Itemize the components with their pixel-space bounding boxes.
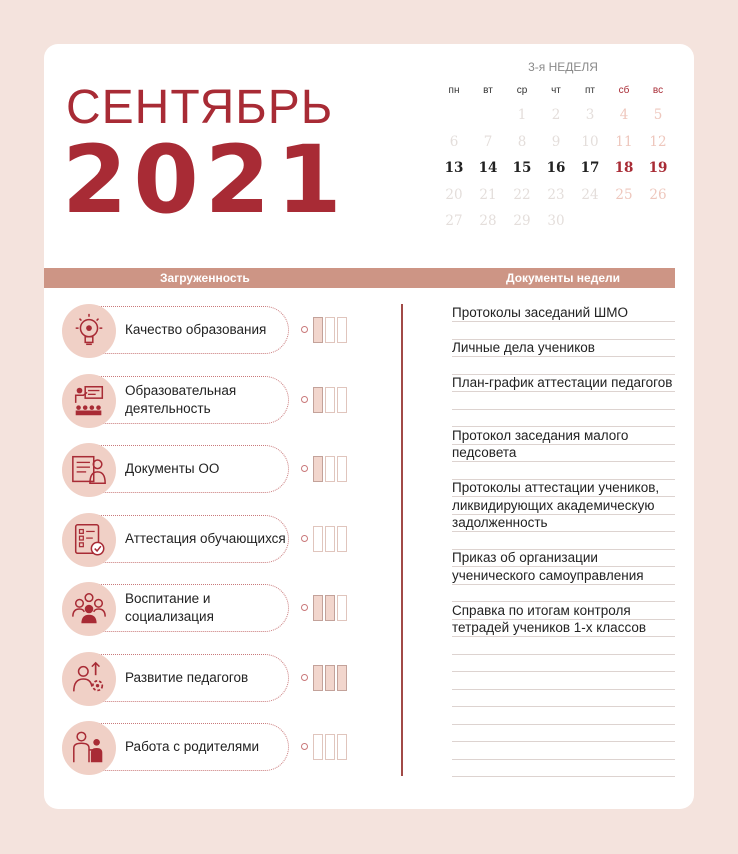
workload-label: Качество образования xyxy=(125,322,267,337)
calendar-day-1: 1 xyxy=(517,107,527,123)
workload-level-bar xyxy=(337,387,347,413)
weekday-пн: пн xyxy=(448,85,460,96)
workload-level-bar xyxy=(325,665,335,691)
workload-level xyxy=(313,734,347,760)
year-title: 2021 xyxy=(62,126,348,235)
workload-level xyxy=(313,526,347,552)
workload-item xyxy=(62,654,352,704)
calendar-day-18: 18 xyxy=(614,160,634,176)
document-item: Протокол заседания малого педсовета xyxy=(452,427,629,460)
workload-header: Загруженность xyxy=(160,271,250,285)
workload-level-bar xyxy=(313,387,323,413)
workload-item xyxy=(62,306,352,356)
calendar-day-29: 29 xyxy=(513,213,531,229)
calendar-day-15: 15 xyxy=(512,160,532,176)
weekday-вс: вс xyxy=(652,85,664,96)
checklist-icon xyxy=(62,513,116,567)
document-item: Личные дела учеников xyxy=(452,340,595,355)
parent-child-icon xyxy=(62,721,116,775)
workload-item xyxy=(62,723,352,773)
workload-level-bar xyxy=(313,317,323,343)
workload-level-bar xyxy=(337,665,347,691)
calendar-day-9: 9 xyxy=(551,133,561,150)
workload-level-bar xyxy=(313,665,323,691)
connector-dot xyxy=(301,326,308,333)
workload-level xyxy=(313,456,347,482)
calendar-day-4: 4 xyxy=(619,107,629,123)
workload-level xyxy=(313,665,347,691)
workload-level-bar xyxy=(337,456,347,482)
workload-level-bar xyxy=(325,734,335,760)
calendar-day-10: 10 xyxy=(581,133,599,150)
workload-item xyxy=(62,515,352,565)
calendar-card xyxy=(44,44,694,809)
weekday-ср: ср xyxy=(516,85,528,96)
lightbulb-gears-icon xyxy=(62,304,116,358)
ruled-line xyxy=(452,409,675,410)
workload-level xyxy=(313,595,347,621)
calendar-day-26: 26 xyxy=(649,186,667,203)
connector-dot xyxy=(301,535,308,542)
calendar-day-11: 11 xyxy=(615,133,633,150)
ruled-line xyxy=(452,689,675,690)
calendar-day-22: 22 xyxy=(513,186,531,203)
calendar-grid xyxy=(437,76,673,235)
workload-level-bar xyxy=(337,317,347,343)
mini-calendar xyxy=(437,58,673,235)
workload-level xyxy=(313,317,347,343)
teacher-growth-icon xyxy=(62,652,116,706)
ruled-line xyxy=(452,759,675,760)
workload-level-bar xyxy=(313,734,323,760)
workload-item xyxy=(62,584,352,634)
ruled-line xyxy=(452,741,675,742)
calendar-day-16: 16 xyxy=(546,160,566,176)
weekday-пт: пт xyxy=(585,85,595,96)
workload-item xyxy=(62,445,352,495)
workload-level-bar xyxy=(337,526,347,552)
workload-level-bar xyxy=(325,456,335,482)
weekday-сб: сб xyxy=(618,85,630,96)
calendar-day-21: 21 xyxy=(479,186,497,203)
workload-item xyxy=(62,376,352,426)
teacher-classroom-icon xyxy=(62,374,116,428)
ruled-line xyxy=(452,654,675,655)
calendar-day-12: 12 xyxy=(649,133,667,150)
calendar-day-20: 20 xyxy=(445,186,463,203)
documents-header: Документы недели xyxy=(506,271,621,285)
calendar-day-14: 14 xyxy=(478,160,498,176)
workload-label: Воспитание и социализация xyxy=(125,591,214,624)
document-item: Справка по итогам контроля тетрадей учеников 1-х классов xyxy=(452,602,647,635)
month-title: СЕНТЯБРЬ xyxy=(66,81,334,134)
documents-person-icon xyxy=(62,443,116,497)
workload-label: Аттестация обучающихся xyxy=(125,530,286,546)
connector-dot xyxy=(301,674,308,681)
calendar-day-24: 24 xyxy=(581,186,599,203)
column-divider xyxy=(401,304,403,776)
calendar-day-27: 27 xyxy=(445,213,463,229)
calendar-day-25: 25 xyxy=(615,186,633,203)
workload-level-bar xyxy=(325,387,335,413)
workload-level xyxy=(313,387,347,413)
calendar-day-30: 30 xyxy=(547,213,565,229)
document-item: Приказ об организации ученического самоуправления xyxy=(452,550,644,583)
connector-dot xyxy=(301,396,308,403)
workload-level-bar xyxy=(313,526,323,552)
calendar-day-6: 6 xyxy=(449,133,459,150)
workload-label: Образовательная деятельность xyxy=(125,382,237,416)
calendar-day-5: 5 xyxy=(653,107,663,123)
calendar-day-2: 2 xyxy=(551,107,561,123)
calendar-day-28: 28 xyxy=(479,213,497,229)
week-label: 3-я НЕДЕЛЯ xyxy=(528,60,598,74)
calendar-day-3: 3 xyxy=(585,107,595,123)
ruled-line xyxy=(452,724,675,725)
workload-level-bar xyxy=(337,595,347,621)
workload-label: Работа с родителями xyxy=(125,739,260,754)
calendar-day-8: 8 xyxy=(517,133,527,150)
document-item: Протоколы аттестации учеников, ликвидирующих академическую задолженность xyxy=(452,480,660,530)
connector-dot xyxy=(301,743,308,750)
workload-level-bar xyxy=(313,595,323,621)
ruled-line xyxy=(452,671,675,672)
workload-label: Развитие педагогов xyxy=(125,669,249,685)
workload-label: Документы ОО xyxy=(125,461,220,476)
workload-level-bar xyxy=(325,595,335,621)
ruled-line xyxy=(452,706,675,707)
workload-level-bar xyxy=(325,526,335,552)
section-header-band xyxy=(44,268,675,288)
connector-dot xyxy=(301,465,308,472)
workload-level-bar xyxy=(337,734,347,760)
ruled-line xyxy=(452,776,675,777)
calendar-day-19: 19 xyxy=(648,160,668,176)
calendar-day-13: 13 xyxy=(444,160,464,176)
calendar-day-17: 17 xyxy=(580,160,600,176)
calendar-day-23: 23 xyxy=(547,186,565,203)
connector-dot xyxy=(301,604,308,611)
weekday-чт: чт xyxy=(551,85,561,96)
weekday-вт: вт xyxy=(483,85,493,96)
workload-level-bar xyxy=(313,456,323,482)
people-group-icon xyxy=(62,582,116,636)
workload-level-bar xyxy=(325,317,335,343)
document-item: План-график аттестации педагогов xyxy=(452,375,673,390)
calendar-day-7: 7 xyxy=(483,133,493,150)
document-item: Протоколы заседаний ШМО xyxy=(452,305,629,320)
